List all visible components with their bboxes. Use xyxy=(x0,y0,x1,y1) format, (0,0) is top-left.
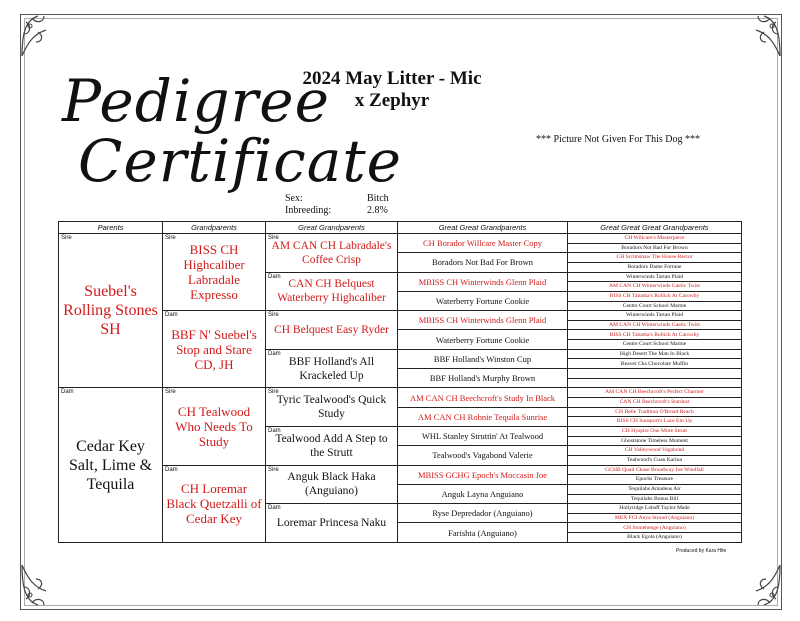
gg-grandparent-cell xyxy=(398,465,568,484)
gg-grandparent-cell-name: MBISS CH Winterwinds Glenn Plaid xyxy=(418,276,547,287)
ggg-grandparent-cell xyxy=(568,494,742,504)
great-grandparent-cell-name: Loremar Princesa Naku xyxy=(276,516,387,529)
gg-grandparent-cell-name: Boradors Not Bad For Brown xyxy=(431,257,534,268)
ggg-grandparent-cell xyxy=(568,533,742,543)
ggg-grandparent-cell xyxy=(568,523,742,533)
gg-grandparent-cell xyxy=(398,369,568,388)
sire-label: Sire xyxy=(268,466,279,473)
corner-ornament-icon xyxy=(736,561,784,609)
ggg-grandparent-cell-name: BISS CH Sunsport's Lace Em Up xyxy=(616,418,693,425)
grandparent-cell-name: CH Loremar Black Quetzalli of Cedar Key xyxy=(166,481,262,527)
gg-grandparent-cell-name: Anguk Layna Anguiano xyxy=(441,489,524,500)
ggg-grandparent-cell xyxy=(568,378,742,388)
great-grandparent-cell-name: CAN CH Belquest Waterberry Highcaliber xyxy=(277,278,386,305)
ggg-grandparent-cell-name: CH Valleywood Vagabond xyxy=(624,447,685,454)
great-grandparent-cell-name: AM CAN CH Labradale's Coffee Crisp xyxy=(271,239,392,266)
ggg-grandparent-cell xyxy=(568,426,742,436)
ggg-grandparent-cell-name: CH Belle Tradition O'Broad Reach xyxy=(615,408,694,415)
litter-title-line2: x Zephyr xyxy=(354,90,430,111)
parent-cell-name: Cedar Key Salt, Lime & Tequila xyxy=(68,437,153,493)
ggg-grandparent-cell xyxy=(568,262,742,272)
gg-grandparent-cell-name: BBF Holland's Winston Cup xyxy=(433,353,532,364)
ggg-grandparent-cell-name: AM CAN CH Beechcroft's Perfect Charmer xyxy=(605,389,704,396)
script-title-pedigree: Pedigree xyxy=(62,67,330,135)
gg-grandparent-cell xyxy=(398,311,568,330)
ggg-grandparent-cell-name: CH Hyspire One More Strutt xyxy=(622,428,687,435)
grandparent-cell xyxy=(163,388,266,465)
sire-label: Sire xyxy=(61,235,72,241)
gg-grandparent-cell-name: Tealwood's Vagabond Valerie xyxy=(432,450,533,461)
gg-grandparent-cell-name: MBISS CH Winterwinds Glenn Plaid xyxy=(418,315,547,326)
gg-grandparent-cell-name: Farishta (Anguiano) xyxy=(448,527,517,538)
great-grandparent-cell xyxy=(266,426,398,465)
ggg-grandparent-cell xyxy=(568,282,742,292)
pedigree-header-row xyxy=(59,222,742,234)
header-great-grandparents: Great Grandparents xyxy=(266,222,398,234)
great-grandparent-cell xyxy=(266,349,398,388)
great-grandparent-cell-name: BBF Holland's All Krackeled Up xyxy=(288,355,375,382)
ggg-grandparent-cell-name: Hollyridge Lobsff Taylor Made xyxy=(619,505,690,512)
dam-label: Dam xyxy=(165,466,178,473)
ggg-grandparent-cell xyxy=(568,359,742,369)
gg-grandparent-cell-name: Waterberry Fortune Cookie xyxy=(435,296,530,307)
gg-grandparent-cell xyxy=(398,253,568,272)
ggg-grandparent-cell xyxy=(568,436,742,446)
ggg-grandparent-cell-name: Ghoststone Timeless Moment xyxy=(621,437,688,444)
ggg-grandparent-cell-name: BISS CH Tabatha's Rollick At Carowby xyxy=(609,331,700,338)
ggg-grandparent-cell-name: CAN CH Beechcroft's Stardust xyxy=(619,399,690,406)
grandparent-cell xyxy=(163,311,266,388)
header-parents: Parents xyxy=(59,222,163,234)
sire-label: Sire xyxy=(165,235,176,241)
ggg-grandparent-cell-name: AM CAN CH Winterwinds Gaelic Twist xyxy=(608,283,700,290)
grandparent-cell-name: CH Tealwood Who Needs To Study xyxy=(175,403,253,449)
grandparent-cell xyxy=(163,465,266,542)
ggg-grandparent-cell xyxy=(568,311,742,321)
sire-label: Sire xyxy=(268,235,279,241)
pedigree-table xyxy=(58,221,742,543)
pedigree-row xyxy=(59,234,742,244)
ggg-grandparent-cell xyxy=(568,388,742,398)
grandparent-cell xyxy=(163,234,266,311)
gg-grandparent-cell xyxy=(398,484,568,503)
dam-label: Dam xyxy=(61,389,74,396)
gg-grandparent-cell-name: WHL Stanley Struttin' At Tealwood xyxy=(421,431,544,442)
gg-grandparent-cell-name: Ryse Depredador (Anguiano) xyxy=(432,508,533,519)
ggg-grandparent-cell xyxy=(568,475,742,485)
ggg-grandparent-cell xyxy=(568,253,742,263)
ggg-grandparent-cell xyxy=(568,243,742,253)
script-title-certificate: Certificate xyxy=(78,127,402,195)
ggg-grandparent-cell-name: Black Egola (Anguiano) xyxy=(627,534,682,541)
corner-ornament-icon xyxy=(18,561,66,609)
ggg-grandparent-cell xyxy=(568,484,742,494)
ggg-grandparent-cell xyxy=(568,398,742,408)
grandparent-cell-name: BBF N' Suebel's Stop and Stare CD, JH xyxy=(171,326,257,372)
gg-grandparent-cell xyxy=(398,426,568,445)
litter-title-line1: 2024 May Litter - Mic xyxy=(302,68,482,89)
great-grandparent-cell-name: Tyric Tealwood's Quick Study xyxy=(276,394,387,421)
ggg-grandparent-cell-name: Winterwinds Tartan Plaid xyxy=(625,273,684,280)
great-grandparent-cell-name: Tealwood Add A Step to the Strutt xyxy=(275,432,388,459)
ggg-grandparent-cell xyxy=(568,446,742,456)
ggg-grandparent-cell-name: Epochs Treasure xyxy=(635,476,674,483)
ggg-grandparent-cell xyxy=(568,340,742,350)
gg-grandparent-cell xyxy=(398,407,568,426)
ggg-grandparent-cell xyxy=(568,330,742,340)
gg-grandparent-cell xyxy=(398,291,568,310)
gg-grandparent-cell-name: AM CAN CH Robnie Tequila Sunrise xyxy=(417,411,548,422)
dam-label: Dam xyxy=(268,350,281,357)
great-grandparent-cell-name: CH Belquest Easy Ryder xyxy=(274,323,389,336)
header-gg-grandparents: Great Great Grandparents xyxy=(398,222,568,234)
gg-grandparent-cell xyxy=(398,446,568,465)
dam-label: Dam xyxy=(268,505,281,512)
ggg-grandparent-cell-name: Boradors Not Bad For Brown xyxy=(621,244,688,251)
gg-grandparent-cell xyxy=(398,234,568,253)
great-grandparent-cell-name: Anguk Black Haka (Anguiano) xyxy=(287,471,376,498)
sex-value: Bitch xyxy=(367,193,389,204)
gg-grandparent-cell-name: MBISS GCHG Epoch's Moccasin Joe xyxy=(417,469,548,480)
ggg-grandparent-cell-name: AM CAN CH Winterwinds Gaelic Twist xyxy=(608,321,700,328)
ggg-grandparent-cell xyxy=(568,320,742,330)
ggg-grandparent-cell-name: Boradors Dame Fortune xyxy=(627,264,682,271)
parent-cell-name: Suebel's Rolling Stones SH xyxy=(63,283,158,339)
dam-label: Dam xyxy=(268,273,281,280)
ggg-grandparent-cell xyxy=(568,513,742,523)
ggg-grandparent-cell-name: BISS CH Tabatha's Rollick At Carowby xyxy=(609,292,700,299)
ggg-grandparent-cell-name: CH Willcare's Masterpiece xyxy=(624,235,685,242)
ggg-grandparent-cell xyxy=(568,349,742,359)
gg-grandparent-cell xyxy=(398,504,568,523)
corner-ornament-icon xyxy=(18,12,66,60)
great-grandparent-cell xyxy=(266,311,398,350)
great-grandparent-cell xyxy=(266,272,398,311)
sire-label: Sire xyxy=(268,389,279,396)
ggg-grandparent-cell-name: High Desert The Man In Black xyxy=(619,350,690,357)
ggg-grandparent-cell-name: CH Stonehenge (Anguiano) xyxy=(623,524,686,531)
ggg-grandparent-cell xyxy=(568,291,742,301)
ggg-grandparent-cell xyxy=(568,369,742,379)
ggg-grandparent-cell-name: Winterwinds Tartan Plaid xyxy=(625,312,684,319)
gg-grandparent-cell-name: AM CAN CH Beechcroft's Study In Black xyxy=(409,392,556,403)
gg-grandparent-cell xyxy=(398,330,568,349)
litter-title xyxy=(272,68,512,112)
inbreeding-value: 2.8% xyxy=(367,205,388,216)
dam-label: Dam xyxy=(165,312,178,319)
gg-grandparent-cell xyxy=(398,388,568,407)
ggg-grandparent-cell xyxy=(568,234,742,244)
sire-label: Sire xyxy=(268,312,279,319)
ggg-grandparent-cell-name: GCHB Quail Chase Broadway Joe Windfall xyxy=(605,466,704,473)
sire-label: Sire xyxy=(165,389,176,396)
parent-cell xyxy=(59,234,163,388)
ggg-grandparent-cell xyxy=(568,272,742,282)
pedigree-row xyxy=(59,388,742,398)
parent-cell xyxy=(59,388,163,542)
ggg-grandparent-cell-name: MEX FCI Anya Stroud (Anguiano) xyxy=(614,514,695,521)
produced-by: Produced by Kara Hite xyxy=(676,548,727,554)
header-ggg-grandparents: Great Great Great Grandparents xyxy=(568,222,742,234)
gg-grandparent-cell xyxy=(398,272,568,291)
picture-note: *** Picture Not Given For This Dog *** xyxy=(536,134,700,145)
ggg-grandparent-cell xyxy=(568,417,742,427)
header-grandparents: Grandparents xyxy=(163,222,266,234)
ggg-grandparent-cell-name: Tequilabs Amadeus Air xyxy=(628,485,681,492)
inbreeding-label: Inbreeding: xyxy=(285,205,332,216)
great-grandparent-cell xyxy=(266,504,398,543)
ggg-grandparent-cell xyxy=(568,455,742,465)
ggg-grandparent-cell-name: Centre Court School Marme xyxy=(622,302,687,309)
ggg-grandparent-cell-name: Beaver Cks Chocolate Muffin xyxy=(620,360,689,367)
ggg-grandparent-cell-name: Tealwood's Cuan Karina xyxy=(627,457,682,463)
gg-grandparent-cell-name: Waterberry Fortune Cookie xyxy=(435,334,530,345)
gg-grandparent-cell xyxy=(398,523,568,542)
grandparent-cell-name: BISS CH Highcaliber Labradale Expresso xyxy=(183,242,245,303)
great-grandparent-cell xyxy=(266,465,398,504)
ggg-grandparent-cell xyxy=(568,407,742,417)
great-grandparent-cell xyxy=(266,388,398,427)
sex-label: Sex: xyxy=(285,193,303,204)
ggg-grandparent-cell-name: Tequilabs Bonus Bill xyxy=(630,495,679,502)
great-grandparent-cell xyxy=(266,234,398,273)
gg-grandparent-cell-name: BBF Holland's Murphy Brown xyxy=(429,373,536,384)
corner-ornament-icon xyxy=(736,12,784,60)
gg-grandparent-cell-name: CH Borador Willcare Master Copy xyxy=(423,238,542,249)
ggg-grandparent-cell-name: Centre Court School Marme xyxy=(622,341,687,348)
gg-grandparent-cell xyxy=(398,349,568,368)
ggg-grandparent-cell xyxy=(568,465,742,475)
ggg-grandparent-cell-name: CH Scrimshaw The House Rector xyxy=(616,254,693,261)
dam-label: Dam xyxy=(268,427,281,434)
ggg-grandparent-cell xyxy=(568,301,742,311)
ggg-grandparent-cell xyxy=(568,504,742,514)
